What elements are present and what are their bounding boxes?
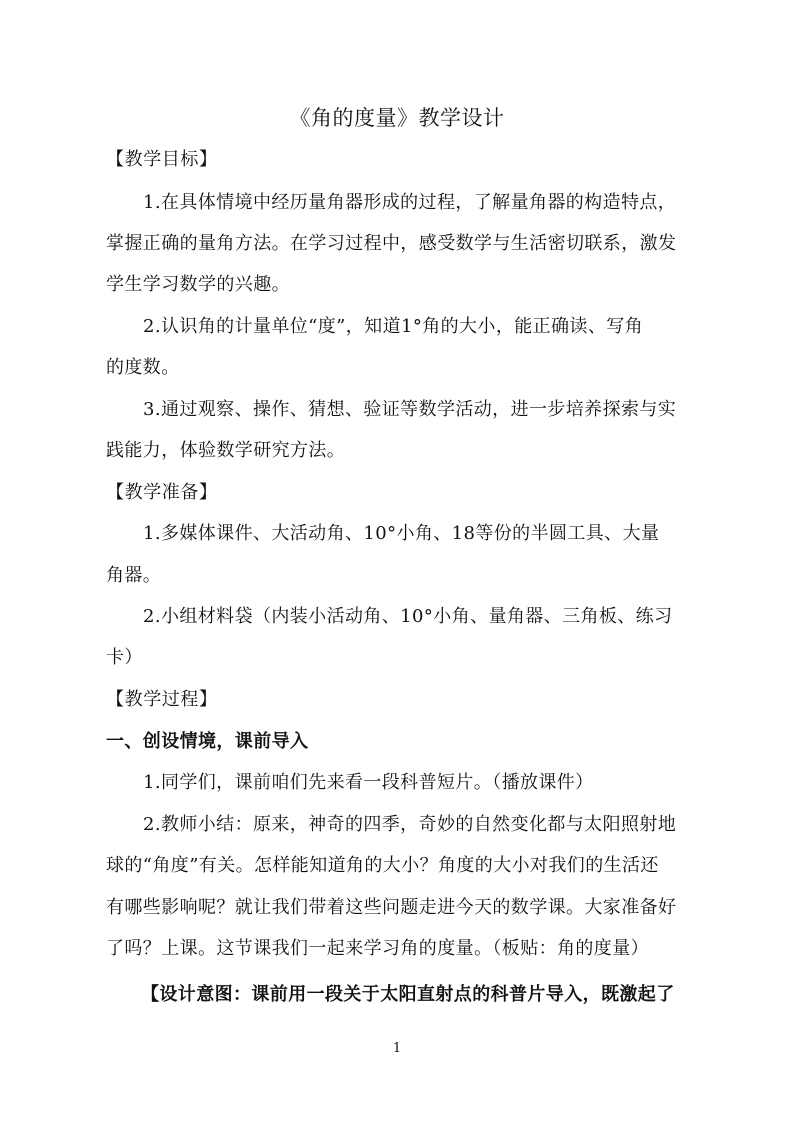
prep-line-1: 1.多媒体课件、大活动角、10°小角、18等份的半圆工具、大量 — [143, 523, 660, 544]
process-line-3: 球的“角度”有关。怎样能知道角的大小？角度的大小对我们的生活还 — [106, 855, 659, 876]
prep-line-4: 卡） — [106, 647, 143, 668]
process-heading: 【教学过程】 — [106, 689, 218, 710]
prep-line-2: 角器。 — [106, 565, 162, 586]
process-line-1: 1.同学们，课前咱们先来看一段科普短片。（播放课件） — [143, 772, 594, 793]
page-title: 《角的度量》教学设计 — [289, 106, 505, 130]
goals-line-3: 学生学习数学的兴趣。 — [106, 274, 290, 295]
page-number: 1 — [392, 1041, 402, 1056]
process-line-4: 有哪些影响呢？就让我们带着这些问题走进今天的数学课。大家准备好 — [106, 897, 677, 918]
prep-line-3: 2.小组材料袋（内装小活动角、10°小角、量角器、三角板、练习 — [143, 606, 673, 627]
process-line-2: 2.教师小结：原来，神奇的四季，奇妙的自然变化都与太阳照射地 — [143, 814, 677, 835]
process-subheading: 一、创设情境，课前导入 — [106, 731, 309, 752]
goals-line-7: 践能力，体验数学研究方法。 — [106, 440, 346, 461]
design-intent-line: 【设计意图：课前用一段关于太阳直射点的科普片导入，既激起了 — [141, 984, 675, 1005]
process-line-5: 了吗？上课。这节课我们一起来学习角的度量。（板贴：角的度量） — [106, 938, 649, 959]
goals-line-1: 1.在具体情境中经历量角器形成的过程，了解量角器的构造特点， — [143, 192, 677, 213]
goals-heading: 【教学目标】 — [106, 149, 218, 170]
goals-line-5: 的度数。 — [106, 357, 180, 378]
goals-line-6: 3.通过观察、操作、猜想、验证等数学活动，进一步培养探索与实 — [143, 399, 677, 420]
goals-line-2: 掌握正确的量角方法。在学习过程中，感受数学与生活密切联系，激发 — [106, 233, 677, 254]
prep-heading: 【教学准备】 — [106, 482, 218, 503]
goals-line-4: 2.认识角的计量单位“度”，知道1°角的大小，能正确读、写角 — [143, 316, 644, 337]
